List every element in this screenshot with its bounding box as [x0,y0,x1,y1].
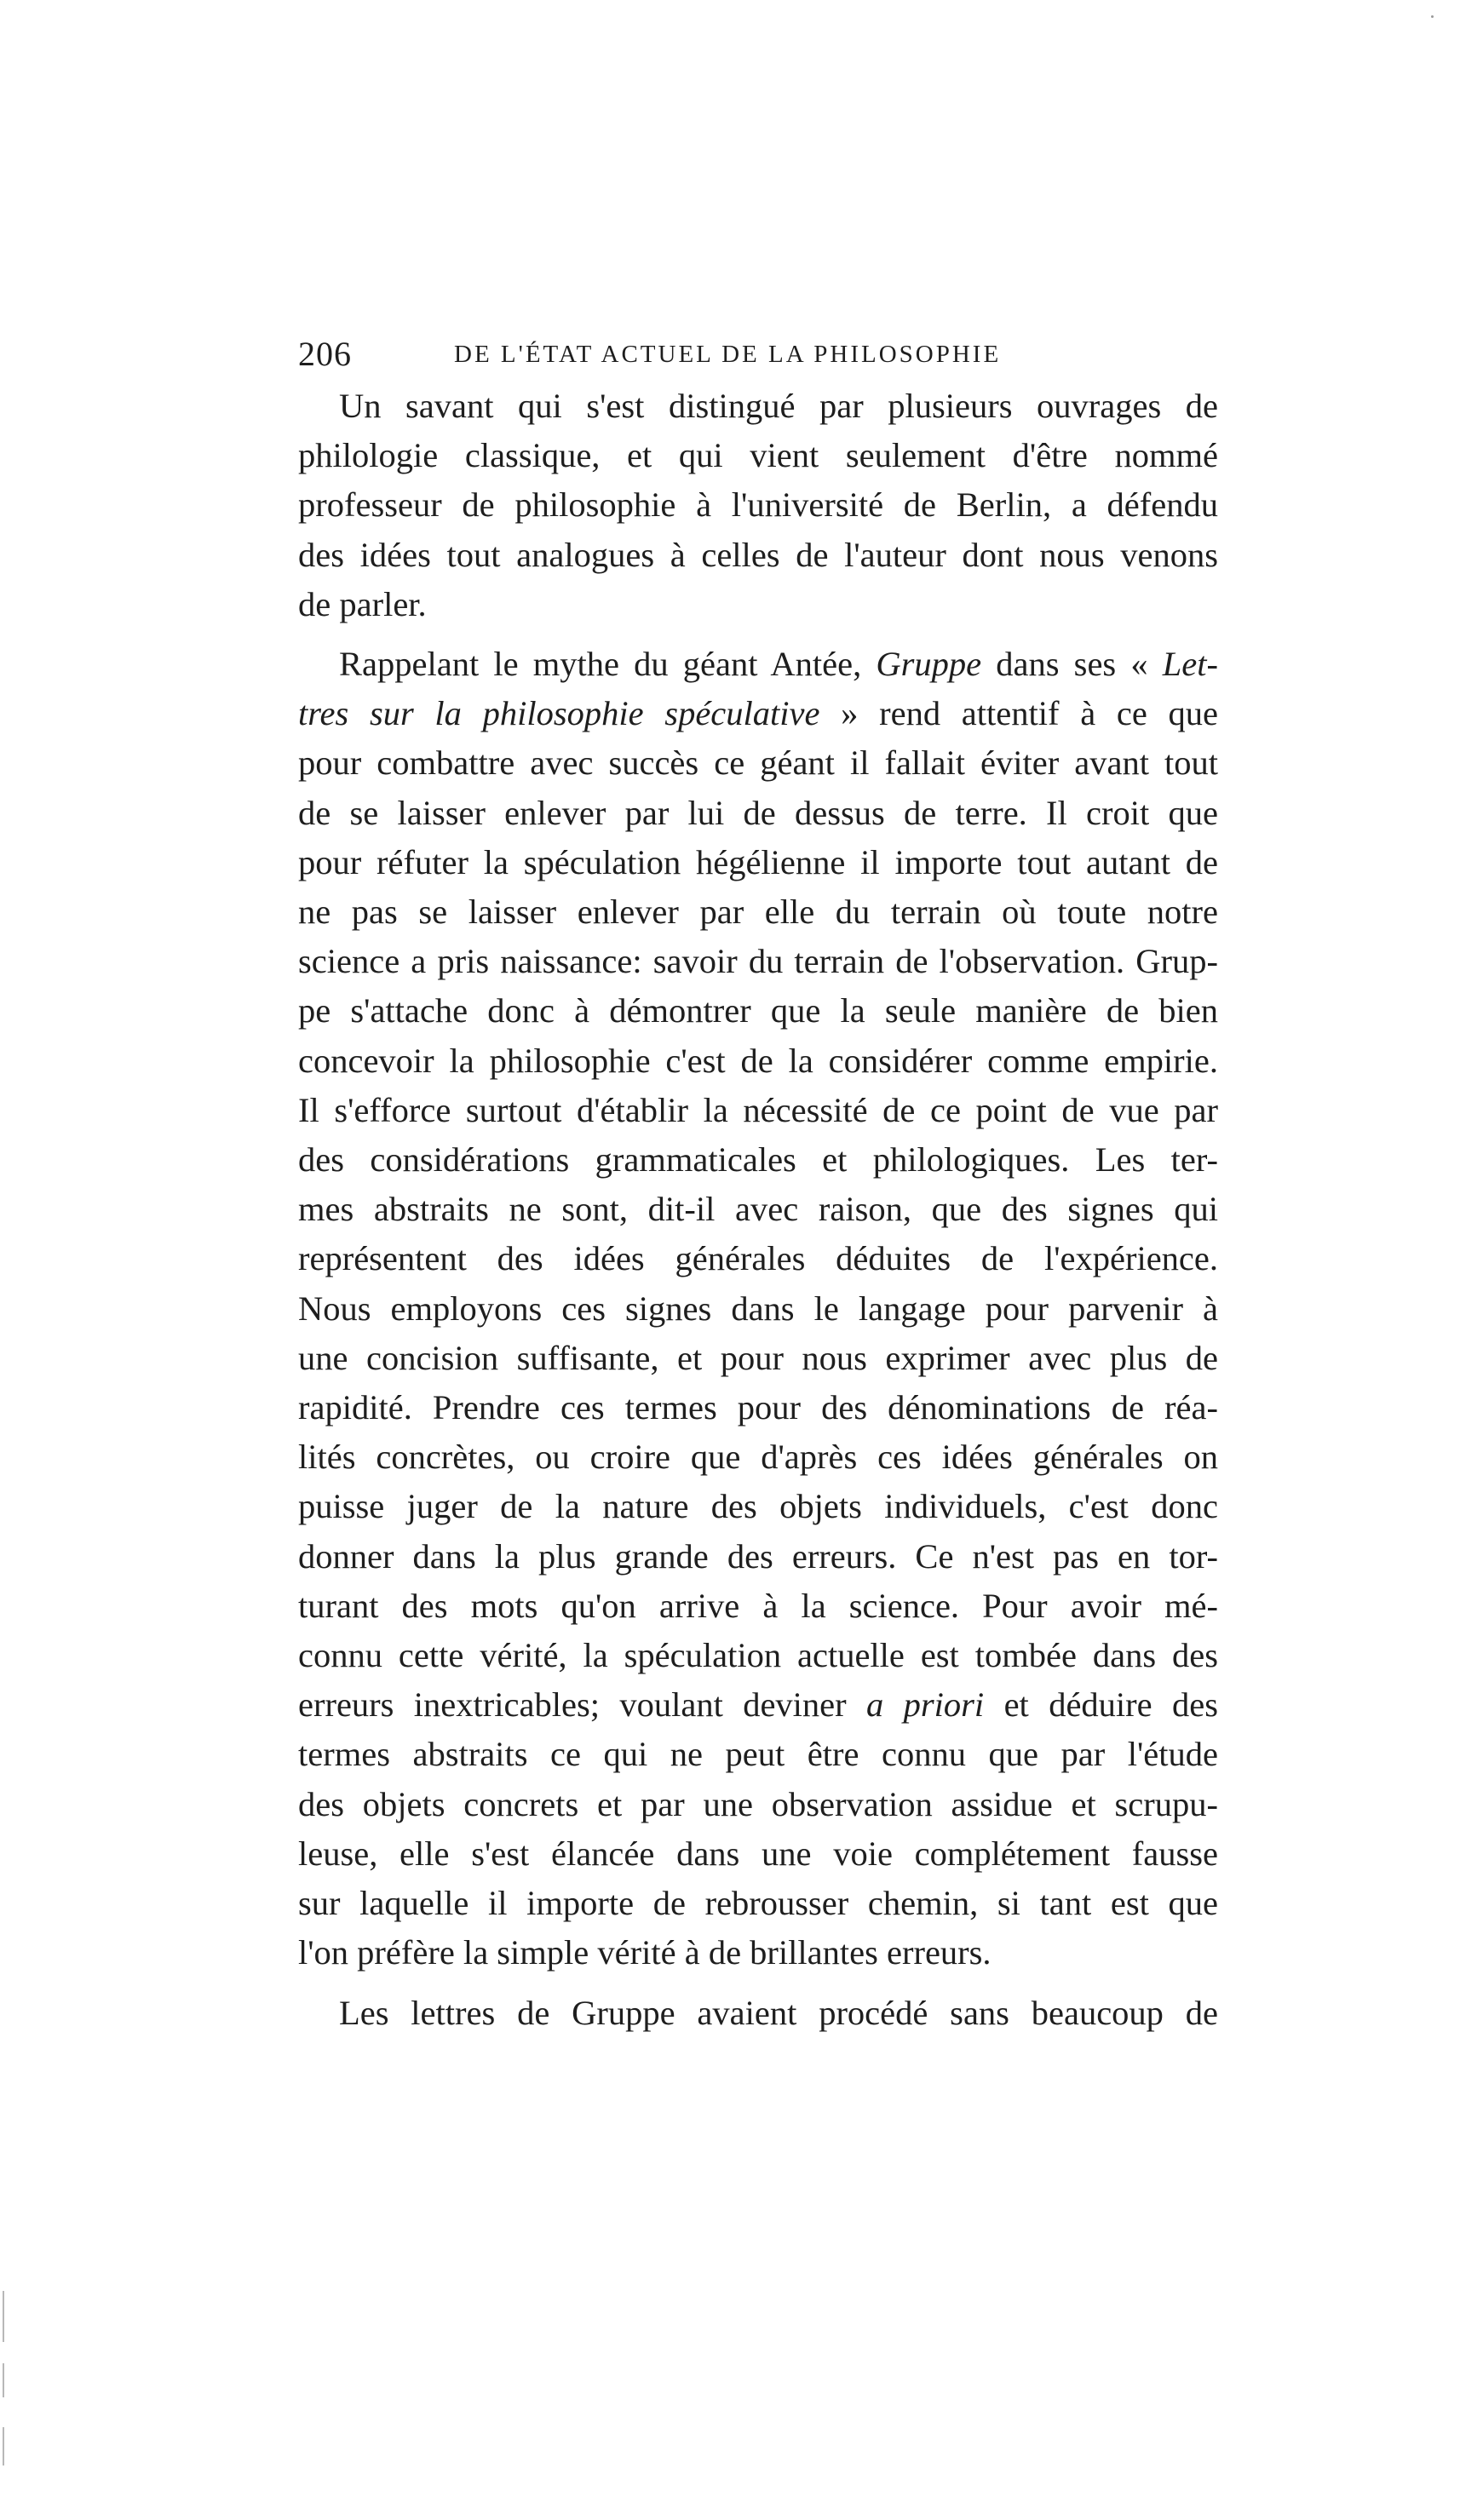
text-line: professeur de philosophie à l'université de Berlin, a défendu [298,485,1218,525]
text-line: Un savant qui s'est distingué par plusieurs ouvrages de [339,387,1218,425]
text-line: sur laquelle il importe de rebrousser chemin, si tant est que [298,1884,1218,1923]
text-line: lités concrètes, ou croire que d'après ces idées générales on [298,1438,1218,1477]
text-line: pour combattre avec succès ce géant il fallait éviter avant tout [298,743,1218,783]
text-line: science a pris naissance: savoir du terrain de l'observation. Grup- [298,942,1218,981]
text-line: représentent des idées générales déduites de l'expérience. [298,1239,1218,1278]
text-line: des idées tout analogues à celles de l'auteur dont nous venons [298,535,1218,574]
text-line: pour réfuter la spéculation hégélienne il importe tout autant de [298,842,1218,881]
paragraph-3 [298,1989,1218,2038]
text-line: une concision suffisante, et pour nous exprimer avec plus de [298,1338,1218,1377]
text-line: Il s'efforce surtout d'établir la nécessité de ce point de vue par [298,1090,1218,1129]
text-line: Nous employons ces signes dans le langage pour parvenir à [298,1289,1218,1328]
scan-speck [1431,15,1434,18]
text-line: concevoir la philosophie c'est de la considérer comme empirie. [298,1041,1218,1080]
text-line: turant des mots qu'on arrive à la science. Pour avoir mé- [298,1586,1218,1625]
text-line: Les lettres de Gruppe avaient procédé sans beaucoup de [339,1993,1218,2032]
text-line: mes abstraits ne sont, dit-il avec raison, que des signes qui [298,1190,1218,1229]
text-line [298,640,1218,689]
body-text [298,382,1218,2038]
scan-edge-mark [3,2291,4,2342]
text-line: des objets concrets et par une observation assidue et scrupu- [298,1784,1218,1823]
text-line: erreurs inextricables; voulant deviner a priori et déduire des [298,1685,1219,1725]
paragraph-2 [298,640,1218,1978]
page-header [298,334,1218,376]
text-line: philologie classique, et qui vient seulement d'être nommé [298,436,1218,475]
text-line: de se laisser enlever par lui de dessus de terre. Il croit que [298,793,1218,832]
scan-edge-mark [3,2427,4,2465]
page-number: 206 [298,335,352,373]
text-line: l'on préfère la simple vérité à de brillantes erreurs. [298,1933,992,1972]
text-line: ne pas se laisser enlever par elle du terrain où toute notre [298,893,1218,932]
text-line: pe s'attache donc à démontrer que la seule manière de bien [298,991,1218,1030]
paragraph-1 [298,382,1218,629]
text-line: des considérations grammaticales et philologiques. Les ter- [298,1140,1218,1180]
text-line: puisse juger de la nature des objets individuels, c'est donc [298,1487,1218,1526]
text-line: rapidité. Prendre ces termes pour des dénominations de réa- [298,1388,1218,1427]
text-line: donner dans la plus grande des erreurs. Ce n'est pas en tor- [298,1536,1218,1576]
text-line: termes abstraits ce qui ne peut être connu que par l'étude [298,1735,1218,1774]
text-line: tres sur la philosophie spéculative » rend attentif à ce que [298,694,1218,733]
scan-edge-mark [3,2363,4,2397]
italic-aware-line: Rappelant le mythe du géant Antée, Gruppe dans ses « Let- [339,645,1218,684]
text-line: de parler. [298,584,427,623]
text-line: connu cette vérité, la spéculation actuelle est tombée dans des [298,1636,1218,1675]
running-title: DE L'ÉTAT ACTUEL DE LA PHILOSOPHIE [454,341,1002,368]
text-line: leuse, elle s'est élancée dans une voie complétement fausse [298,1834,1218,1873]
